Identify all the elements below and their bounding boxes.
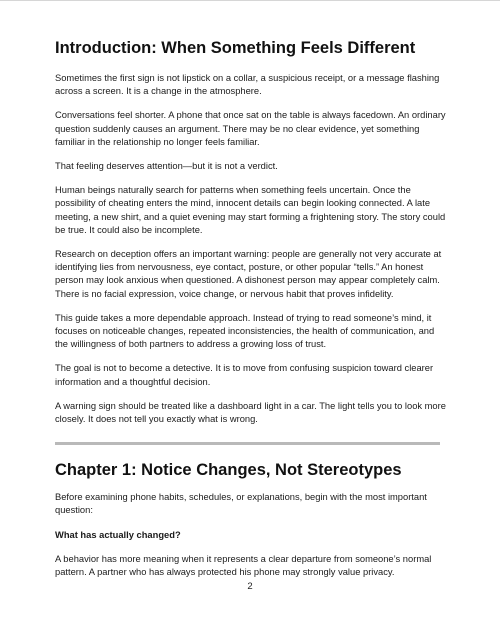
intro-paragraph-8: A warning sign should be treated like a dashboard light in a car. The light tells you to look more closely. It does not tell you exactly what is wrong. [55, 400, 446, 425]
intro-paragraph-6: This guide takes a more dependable approach. Instead of trying to read someone’s mind, it focuses on noticeable changes, repeated inconsistencies, the health of communication, and the willingness of both partners to address a growing loss of trust. [55, 312, 435, 350]
intro-paragraph-3: That feeling deserves attention—but it is not a verdict. [55, 161, 278, 172]
intro-paragraph-4: Human beings naturally search for patterns when something feels uncertain. Once the possibility of cheating enters the mind, innocent details can begin looking connected. A late meeting, a new shirt, and a quiet evening may start forming a frightening story. The story could be true. It could also be incomplete. [55, 185, 446, 235]
page-content [55, 37, 447, 579]
chapter-1-intro: Before examining phone habits, schedules, or explanations, begin with the most important question: [55, 492, 427, 516]
intro-paragraph-2: Conversations feel shorter. A phone that once sat on the table is always facedown. An ordinary question suddenly causes an argument. There may be no clear evidence, yet something familiar in the relationship no longer feels familiar. [55, 110, 446, 147]
chapter-1-heading: Chapter 1: Notice Changes, Not Stereotypes [55, 461, 402, 480]
intro-paragraph-1: Sometimes the first sign is not lipstick on a collar, a suspicious receipt, or a message flashing across a screen. It is a change in the atmosphere. [55, 73, 440, 97]
chapter-1-body: A behavior has more meaning when it represents a clear departure from someone’s normal pattern. A partner who has always protected his phone may strongly value privacy. [55, 553, 432, 578]
page-number: 2 [247, 581, 253, 592]
intro-heading: Introduction: When Something Feels Different [55, 39, 416, 57]
section-divider [55, 442, 440, 445]
intro-paragraph-7: The goal is not to become a detective. It is to move from confusing suspicion toward clearer information and a thoughtful decision. [55, 363, 434, 387]
chapter-1-question: What has actually changed? [55, 529, 181, 540]
intro-paragraph-5: Research on deception offers an important warning: people are generally not very accurate at identifying lies from nervousness, eye contact, posture, or other popular “tells.” An honest person may look anxious when questioned. A dishonest person may appear completely calm. There is no facial expression, voice change, or nervous habit that proves infidelity. [55, 249, 442, 299]
